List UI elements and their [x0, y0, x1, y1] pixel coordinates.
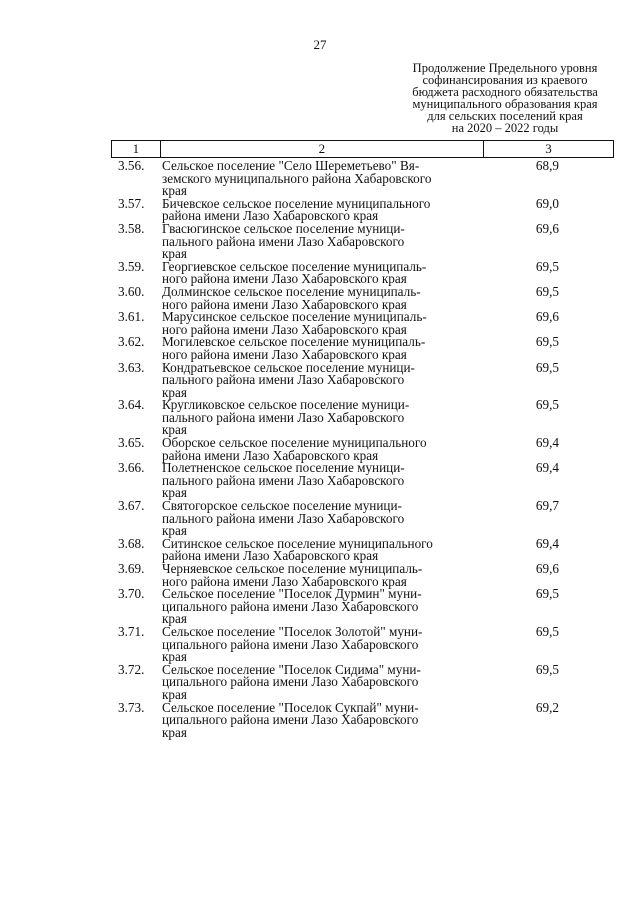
- cofinancing-level-value: 69,6: [535, 309, 559, 325]
- settlement-name-line: Гвасюгинское сельское поселение муници-: [162, 220, 405, 236]
- row-number: 3.61.: [118, 309, 145, 325]
- row-number: 3.68.: [118, 535, 145, 551]
- settlement-name-line: ного района имени Лазо Хабаровского края: [162, 321, 407, 337]
- table-row: [111, 437, 614, 462]
- table-row: [111, 588, 614, 626]
- settlement-name-line: Полетненское сельское поселение муници-: [162, 460, 405, 476]
- row-number: 3.58.: [118, 220, 145, 236]
- column-header-row: [111, 140, 614, 158]
- settlement-name-line: Кондратьевское сельское поселение муници-: [162, 359, 415, 375]
- settlement-name-line: края: [162, 183, 187, 199]
- table-row: [111, 160, 614, 198]
- column-header-2: 2: [160, 141, 483, 158]
- settlement-name-line: Ситинское сельское поселение муниципального: [162, 535, 433, 551]
- header-line: муниципального образования края: [412, 97, 598, 111]
- table-row: [111, 661, 614, 702]
- row-number: 3.72.: [118, 661, 145, 677]
- cofinancing-level-value: 69,6: [535, 220, 559, 236]
- table-row: [111, 699, 614, 740]
- settlement-name-line: ного района имени Лазо Хабаровского края: [162, 346, 407, 362]
- settlement-name-line: пального района имени Лазо Хабаровского: [162, 472, 405, 488]
- row-number: 3.59.: [118, 258, 145, 274]
- settlement-name-line: края: [162, 724, 187, 740]
- document-header: [395, 62, 615, 134]
- settlement-name-line: края: [162, 649, 187, 665]
- settlement-name-line: края: [162, 384, 187, 400]
- cofinancing-level-value: 69,7: [535, 498, 559, 514]
- settlement-name-line: района имени Лазо Хабаровского края: [162, 208, 379, 224]
- column-header-1: 1: [112, 141, 161, 158]
- settlement-name-line: края: [162, 246, 187, 262]
- settlement-name: [159, 220, 484, 262]
- settlement-name-line: края: [162, 422, 187, 438]
- settlement-name: [159, 311, 484, 336]
- cofinancing-level-value: 69,0: [535, 195, 559, 211]
- settlement-name-line: Оборское сельское поселение муниципального: [162, 435, 427, 451]
- row-number: 3.57.: [118, 195, 145, 211]
- settlement-name-line: района имени Лазо Хабаровского края: [162, 548, 379, 564]
- cofinancing-level-value: 69,5: [535, 623, 559, 639]
- settlement-name-line: ного района имени Лазо Хабаровского края: [162, 296, 407, 312]
- cofinancing-level-value: 69,5: [535, 258, 559, 274]
- cofinancing-level-value: 69,6: [535, 561, 559, 576]
- table-row: [111, 535, 614, 564]
- table-row: [111, 283, 614, 312]
- cofinancing-level-value: 69,5: [535, 283, 559, 299]
- settlement-name-line: края: [162, 485, 187, 501]
- header-line: бюджета расходного обязательства: [412, 85, 598, 99]
- settlement-name-line: Сельское поселение "Село Шереметьево" Вя-: [162, 158, 420, 173]
- settlement-name-line: пального района имени Лазо Хабаровского: [162, 372, 405, 388]
- table-row: [111, 336, 614, 361]
- settlement-name-line: Черняевское сельское поселение муниципаль-: [162, 561, 423, 576]
- settlement-name-line: ципального района имени Лазо Хабаровского: [162, 636, 419, 652]
- settlement-name-line: Сельское поселение "Поселок Сидима" муни-: [162, 661, 421, 677]
- settlement-name-line: ного района имени Лазо Хабаровского края: [162, 573, 407, 589]
- cofinancing-level-value: 69,5: [535, 661, 559, 677]
- column-header-3: 3: [484, 141, 614, 158]
- settlement-name: [159, 195, 484, 224]
- settlement-name-line: земского муниципального района Хабаровского: [162, 170, 432, 186]
- settlement-name: [159, 588, 484, 626]
- row-number: 3.69.: [118, 561, 145, 576]
- table-row: [111, 195, 614, 224]
- page-number: 27: [313, 37, 327, 52]
- row-number: 3.73.: [118, 699, 145, 715]
- cofinancing-level-value: 69,5: [535, 334, 559, 350]
- settlement-name: [159, 661, 484, 702]
- settlement-name-line: района имени Лазо Хабаровского края: [162, 447, 379, 463]
- settlement-name-line: Сельское поселение "Поселок Золотой" муни-: [162, 623, 423, 639]
- settlement-name: [159, 623, 484, 665]
- settlement-name-line: Могилевское сельское поселение муниципаль-: [162, 334, 426, 350]
- header-line: софинансирования из краевого: [422, 73, 588, 87]
- cofinancing-level-value: 69,5: [535, 359, 559, 375]
- settlement-name-line: Сельское поселение "Поселок Дурмин" муни-: [162, 586, 422, 602]
- cofinancing-level-value: 69,5: [535, 586, 559, 602]
- table-row: [111, 462, 614, 500]
- table-row: [111, 220, 614, 262]
- table-row: [111, 623, 614, 665]
- settlement-name-line: ципального района имени Лазо Хабаровского: [162, 598, 419, 614]
- header-line: Продолжение Предельного уровня: [412, 61, 598, 75]
- cofinancing-level-value: 69,4: [535, 435, 559, 451]
- cofinancing-level-value: 69,5: [535, 397, 559, 413]
- cofinancing-level-value: 68,9: [535, 158, 559, 173]
- settlement-name-line: края: [162, 686, 187, 702]
- row-number: 3.63.: [118, 359, 145, 375]
- settlement-name: [159, 563, 484, 588]
- row-number: 3.60.: [118, 283, 145, 299]
- settlement-name: [159, 336, 484, 361]
- settlement-name: [159, 437, 484, 462]
- row-number: 3.71.: [118, 623, 145, 639]
- settlement-name-line: Бичевское сельское поселение муниципального: [162, 195, 431, 211]
- row-number: 3.64.: [118, 397, 145, 413]
- row-number: 3.70.: [118, 586, 145, 602]
- settlement-name: [159, 462, 484, 500]
- settlement-name-line: пального района имени Лазо Хабаровского: [162, 510, 405, 526]
- settlement-name: [159, 359, 484, 400]
- settlement-name-line: Георгиевское сельское поселение муниципаль-: [162, 258, 427, 274]
- table-row: [111, 399, 614, 437]
- settlement-name-line: Святогорское сельское поселение муници-: [162, 498, 402, 514]
- settlement-name-line: Сельское поселение "Поселок Сукпай" муни-: [162, 699, 419, 715]
- table-body: [111, 160, 614, 739]
- cofinancing-level-value: 69,4: [535, 460, 559, 476]
- settlement-name: [159, 535, 484, 564]
- settlement-name-line: Долминское сельское поселение муниципаль-: [162, 283, 421, 299]
- settlement-name: [159, 283, 484, 312]
- settlement-name-line: ципального района имени Лазо Хабаровского: [162, 712, 419, 728]
- row-number: 3.62.: [118, 334, 145, 350]
- settlement-name: [159, 699, 484, 740]
- settlement-name-line: Кругликовское сельское поселение муници-: [162, 397, 410, 413]
- settlement-name-line: края: [162, 523, 187, 539]
- table-row: [111, 563, 614, 588]
- settlement-name: [159, 258, 484, 287]
- table-row: [111, 258, 614, 287]
- header-line: для сельских поселений края: [427, 109, 583, 123]
- settlement-name-line: края: [162, 611, 187, 627]
- header-line: на 2020 – 2022 годы: [451, 121, 559, 135]
- cofinancing-level-value: 69,2: [535, 699, 559, 715]
- row-number: 3.56.: [118, 158, 145, 173]
- table-row: [111, 359, 614, 400]
- row-number: 3.67.: [118, 498, 145, 514]
- settlement-name: [159, 160, 484, 198]
- settlement-name-line: пального района имени Лазо Хабаровского: [162, 233, 405, 249]
- settlement-name-line: Марусинское сельское поселение муниципаль-: [162, 309, 427, 325]
- cofinancing-level-value: 69,4: [535, 535, 559, 551]
- table-row: [111, 500, 614, 538]
- settlement-name-line: ципального района имени Лазо Хабаровского: [162, 674, 419, 690]
- settlement-name: [159, 399, 484, 437]
- row-number: 3.65.: [118, 435, 145, 451]
- table-row: [111, 311, 614, 336]
- settlement-name-line: пального района имени Лазо Хабаровского: [162, 409, 405, 425]
- settlement-name: [159, 500, 484, 538]
- row-number: 3.66.: [118, 460, 145, 476]
- settlement-name-line: ного района имени Лазо Хабаровского края: [162, 271, 407, 287]
